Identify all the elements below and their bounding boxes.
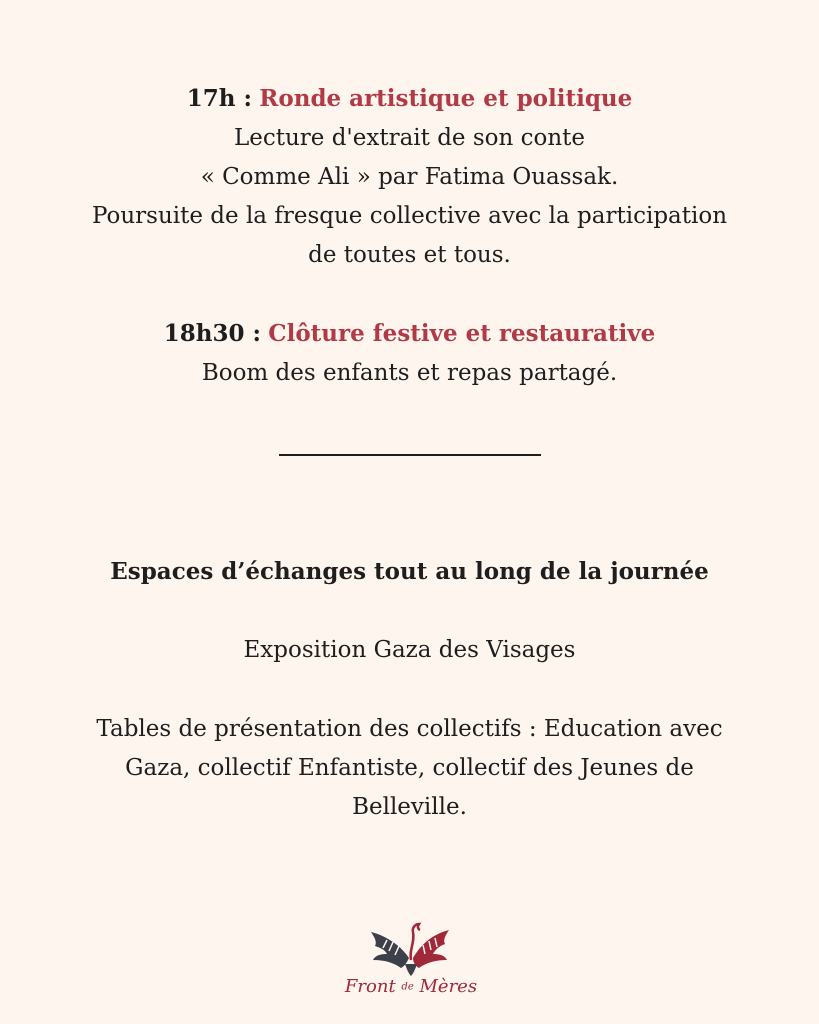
logo-wordmark: [331, 976, 491, 997]
schedule-time: 18h30 :: [163, 320, 261, 347]
schedule-desc-line: de toutes et tous.: [308, 242, 511, 268]
schedule-desc-line: Poursuite de la fresque collective avec la participation: [91, 203, 728, 229]
schedule-desc-line: Boom des enfants et repas partagé.: [201, 360, 618, 386]
exhibition-text: Exposition Gaza des Visages: [243, 637, 576, 663]
schedule-desc-line: Lecture d'extrait de son conte: [233, 125, 586, 151]
logo-word-front: Front: [344, 976, 396, 997]
tables-text-line: Tables de présentation des collectifs : Education avec: [96, 716, 723, 742]
logo-word-meres: Mères: [419, 976, 478, 997]
tables-text-line: Gaza, collectif Enfantiste, collectif des Jeunes de: [125, 755, 694, 781]
spaces-heading: Espaces d’échanges tout au long de la journée: [110, 558, 709, 585]
schedule-desc-line: « Comme Ali » par Fatima Ouassak.: [200, 164, 619, 190]
front-de-meres-logo: [331, 918, 491, 1010]
bird-wings-icon: [331, 918, 491, 978]
schedule-title: Clôture festive et restaurative: [268, 320, 656, 347]
section-divider: [279, 454, 541, 456]
schedule-item-17h-header: [0, 84, 819, 114]
schedule-title: Ronde artistique et politique: [259, 85, 633, 112]
logo-word-de: de: [401, 981, 414, 993]
schedule-item-18h30-header: [0, 319, 819, 349]
tables-text-line: Belleville.: [352, 794, 467, 820]
schedule-time: 17h :: [186, 85, 252, 112]
